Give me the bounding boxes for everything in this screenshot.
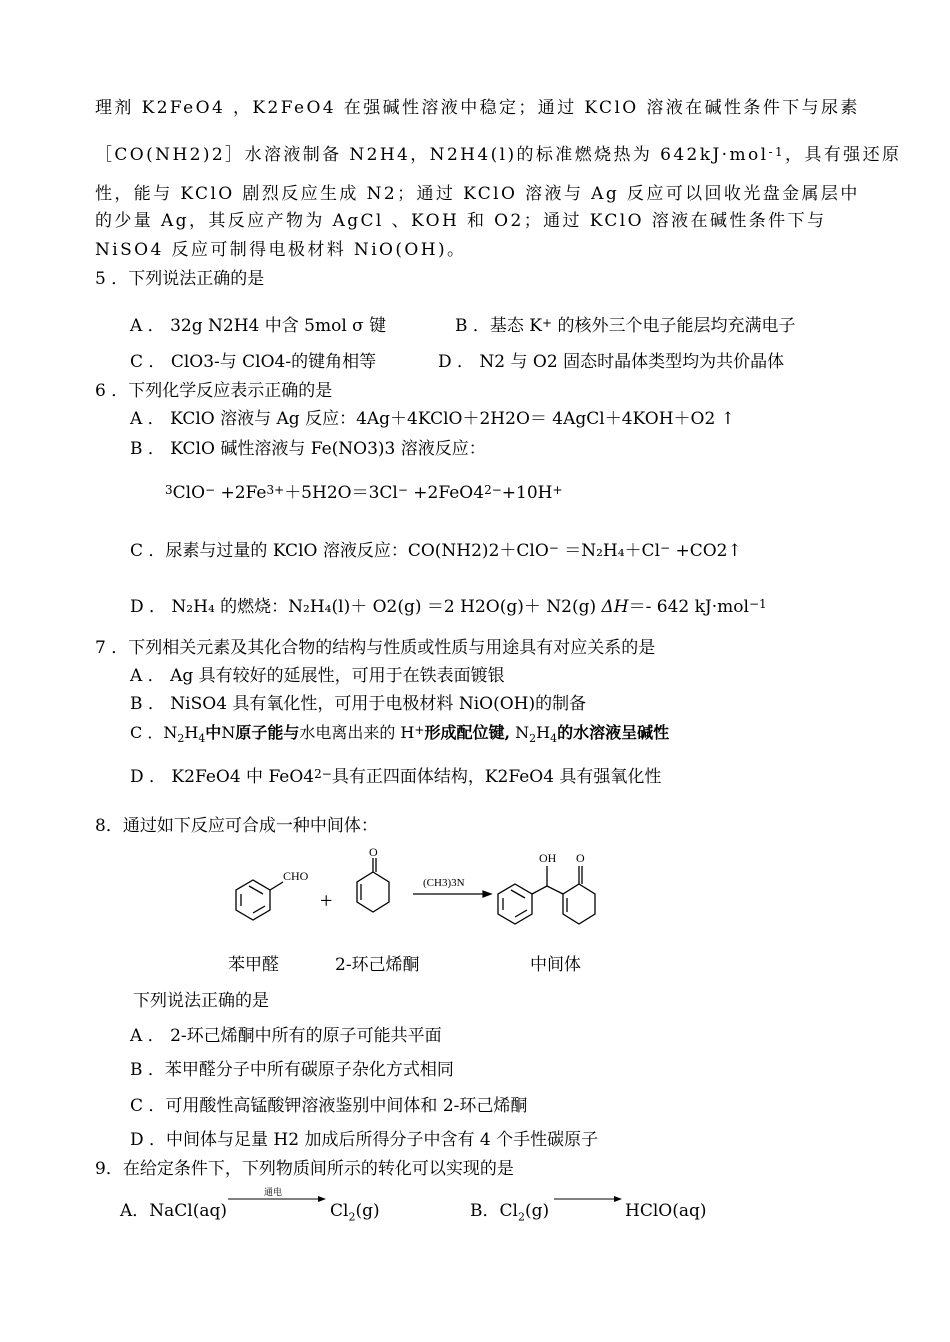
- q9-option-a-reactant: A．NaCl(aq): [120, 1201, 228, 1221]
- q9-option-b-reactant: [470, 1200, 549, 1228]
- q6-option-d: [130, 596, 767, 619]
- q8-option-b: B ．苯甲醛分子中所有碳原子杂化方式相同: [130, 1060, 454, 1080]
- q9-b-cl: B．Cl: [470, 1201, 518, 1221]
- q9-option-b-product: HClO(aq): [625, 1201, 707, 1221]
- q7-c-label: C ．: [130, 723, 164, 742]
- intermediate-structure: [498, 866, 595, 924]
- q6-d-text: D ． N₂H₄ 的燃烧：N₂H₄(l)＋ O2(g) ＝2 H2O(g)＋ N2(g): [130, 597, 602, 617]
- q5-stem: 5 ．下列说法正确的是: [95, 269, 265, 289]
- q5-option-b-post: 的核外三个电子能层均充满电子: [552, 316, 796, 336]
- q5-option-d: D ． N2 与 O2 固态时晶体类型均为共价晶体: [438, 352, 785, 372]
- cyclohexenone-structure: [357, 858, 389, 912]
- benzaldehyde-cho-label: CHO: [283, 869, 309, 883]
- q7-option-b: B ． NiSO4 具有氧化性，可用于电极材料 NiO(OH)的制备: [130, 694, 587, 714]
- q8-option-d: D ．中间体与足量 H2 加成后所得分子中含有 4 个手性碳原子: [130, 1130, 599, 1150]
- q6-c-text: C ．尿素与过量的 KClO 溶液反应：CO(NH2)2＋ClO: [130, 541, 549, 561]
- q6-option-a: A ． KClO 溶液与 Ag 反应：4Ag＋4KClO＋2H2O＝ 4AgCl＋4KOH＋O2 ↑: [130, 409, 735, 429]
- reagent-label: (CH3)3N: [423, 877, 465, 889]
- intro-line-2-text: ［CO(NH2)2］水溶液制备 N2H4，N2H4(l)的标准燃烧热为 642kJ·mol: [95, 145, 769, 165]
- eq-fe-charge: 3+: [266, 483, 285, 497]
- q7-c-water: 水电离出来的: [299, 723, 401, 742]
- intro-line-4: 的少量 Ag，其反应产物为 AgCl 、KOH 和 O2；通过 KClO 溶液在碱性条件下与: [95, 211, 827, 231]
- q7-c-n3: N: [510, 723, 530, 742]
- eq-clo: ClO: [172, 483, 206, 503]
- eq-coef: 3: [165, 483, 173, 497]
- label-cyclohexenone: 2-环己烯酮: [335, 955, 420, 975]
- q7-c-hplus-sup: +: [414, 723, 425, 737]
- q6-c-post: +CO2↑: [670, 541, 742, 561]
- eq-mid: ＋5H2O＝3Cl: [284, 483, 398, 503]
- q7-option-c: [130, 722, 669, 750]
- q5-option-b: [455, 315, 795, 338]
- eq-h: +10H: [501, 483, 553, 503]
- benzaldehyde-structure: [236, 880, 283, 920]
- intro-line-2: [95, 144, 901, 167]
- q7-stem: 7 ．下列相关元素及其化合物的结构与性质或性质与用途具有对应关系的是: [95, 638, 656, 658]
- intermediate-oh-label: OH: [539, 851, 557, 865]
- q6-d-post: ＝- 642 kJ·mol: [628, 597, 749, 617]
- q8-stem: 8．通过如下反应可合成一种中间体：: [95, 816, 378, 836]
- q7-c-n2: N: [221, 723, 236, 742]
- q6-d-delta-h: ΔH: [601, 597, 629, 617]
- q6-c-mid: ＝N₂H₄＋Cl: [558, 541, 661, 561]
- q5-option-a: A ． 32g N2H4 中含 5mol σ 键: [130, 316, 387, 336]
- eq-feo4-charge: 2−: [484, 483, 502, 497]
- q6-c-sup2: −: [660, 541, 671, 555]
- q5-option-b-sup: +: [542, 316, 553, 330]
- intro-line-2-sup: -1: [768, 145, 785, 159]
- q7-c-n-sub: 2: [177, 732, 185, 746]
- q6-option-c: [130, 540, 742, 563]
- q6-c-sup1: −: [548, 541, 559, 555]
- intro-line-5: NiSO4 反应可制得电极材料 NiO(OH)。: [95, 240, 467, 260]
- intermediate-o-label: O: [576, 851, 585, 865]
- intro-line-3: 性，能与 KClO 剧烈反应生成 N2；通过 KClO 溶液与 Ag 反应可以回收光盘金属层中: [95, 184, 860, 204]
- eq-h-charge: +: [552, 483, 563, 497]
- q7-c-h-sub: 4: [198, 732, 206, 746]
- q9-a-g: (g): [355, 1201, 380, 1221]
- q7-c-atom: 原子能与: [235, 723, 300, 742]
- q8-sub-stem: 下列说法正确的是: [133, 991, 269, 1011]
- q6-option-b: B ． KClO 碱性溶液与 Fe(NO3)3 溶液反应：: [130, 439, 486, 459]
- q7-d-sup: 2−: [314, 767, 332, 781]
- reaction-scheme: [225, 842, 645, 947]
- reaction-arrow: [413, 891, 491, 897]
- cyclohexenone-o-label: O: [369, 845, 378, 859]
- q5-option-c: C ． ClO3-与 ClO4-的键角相等: [130, 352, 377, 372]
- q9-option-a-product: [330, 1200, 380, 1228]
- q7-c-h3-sub: 4: [550, 732, 558, 746]
- q9-a-cl-sub: 2: [348, 1210, 356, 1224]
- q9-stem: 9．在给定条件下，下列物质间所示的转化可以实现的是: [95, 1159, 514, 1179]
- intro-line-2-post: ，具有强还原: [784, 145, 902, 165]
- q9-b-cl-sub: 2: [517, 1210, 525, 1224]
- q9-option-b-arrow: [552, 1186, 624, 1216]
- eq-fe: +2Fe: [215, 483, 267, 503]
- q5-option-b-text: B ．基态 K: [455, 316, 543, 336]
- eq-cl-charge: −: [397, 483, 408, 497]
- q7-c-bond: 形成配位键,: [424, 723, 511, 742]
- q8-option-c: C ．可用酸性高锰酸钾溶液鉴别中间体和 2-环己烯酮: [130, 1096, 528, 1116]
- q7-c-basic: 的水溶液呈碱性: [557, 723, 670, 742]
- eq-feo4: +2FeO4: [407, 483, 485, 503]
- q7-c-h: H: [184, 723, 199, 742]
- q8-option-a: A ． 2-环己烯酮中所有的原子可能共平面: [130, 1026, 442, 1046]
- q7-c-n: N: [163, 723, 178, 742]
- q9-b-g: (g): [524, 1201, 550, 1221]
- q9-a-condition: 通电: [264, 1187, 283, 1197]
- plus-sign: +: [320, 888, 333, 913]
- eq-clo-charge: −: [205, 483, 216, 497]
- q9-option-a-arrow: [226, 1186, 328, 1216]
- q7-d-text: D ． K2FeO4 中 FeO4: [130, 767, 315, 787]
- q7-c-zhong: 中: [205, 723, 222, 742]
- q9-a-cl: Cl: [330, 1201, 349, 1221]
- q6-option-b-equation: [165, 482, 563, 505]
- q7-c-hplus: H: [400, 723, 415, 742]
- q7-option-d: [130, 766, 661, 789]
- q7-c-h3: H: [536, 723, 551, 742]
- q7-d-post: 具有正四面体结构，K2FeO4 具有强氧化性: [331, 767, 662, 787]
- intro-line-1: 理剂 K2FeO4 ，K2FeO4 在强碱性溶液中稳定；通过 KClO 溶液在碱性条件下与尿素: [95, 98, 860, 118]
- q7-c-n3-sub: 2: [529, 732, 537, 746]
- q6-d-sup: −1: [748, 597, 767, 611]
- q7-option-a: A ． Ag 具有较好的延展性，可用于在铁表面镀银: [130, 666, 505, 686]
- label-benzaldehyde: 苯甲醛: [228, 955, 279, 975]
- q6-stem: 6 ．下列化学反应表示正确的是: [95, 381, 333, 401]
- label-intermediate: 中间体: [530, 955, 581, 975]
